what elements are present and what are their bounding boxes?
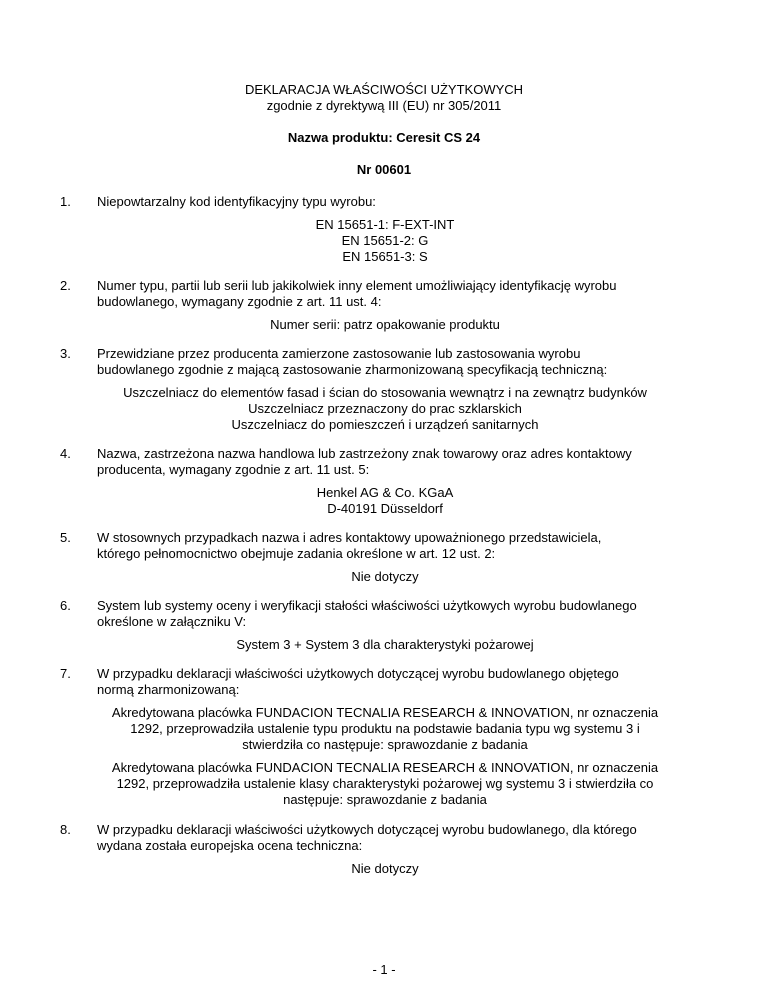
section-number: 1. bbox=[60, 194, 71, 209]
section-value: Akredytowana placówka FUNDACION TECNALIA RESEARCH & INNOVATION, nr oznaczenia bbox=[111, 760, 659, 775]
section-number: 4. bbox=[60, 446, 71, 461]
section-number: 2. bbox=[60, 278, 71, 293]
section-value: D-40191 Düsseldorf bbox=[327, 501, 443, 516]
section-heading-line: W stosownych przypadkach nazwa i adres kontaktowy upoważnionego przedstawiciela, bbox=[97, 530, 602, 545]
document-subtitle: zgodnie z dyrektywą III (EU) nr 305/2011 bbox=[266, 98, 502, 113]
section-heading-line: budowlanego zgodnie z mającą zastosowanie zharmonizowaną specyfikacją techniczną: bbox=[97, 362, 608, 377]
section-heading-line: określone w załączniku V: bbox=[97, 614, 247, 629]
section-value: Akredytowana placówka FUNDACION TECNALIA RESEARCH & INNOVATION, nr oznaczenia bbox=[111, 705, 659, 720]
document-title: DEKLARACJA WŁAŚCIWOŚCI UŻYTKOWYCH bbox=[244, 82, 524, 97]
page-number: - 1 - bbox=[372, 962, 396, 977]
section-value: EN 15651-3: S bbox=[342, 249, 428, 264]
section-value: 1292, przeprowadziła ustalenie klasy charakterystyki pożarowej wg systemu 3 i stwierdziła co bbox=[116, 776, 654, 791]
section-value: Nie dotyczy bbox=[351, 569, 419, 584]
section-heading-line: W przypadku deklaracji właściwości użytkowych dotyczącej wyrobu budowlanego objętego bbox=[97, 666, 619, 681]
section-heading-line: wydana została europejska ocena techniczna: bbox=[97, 838, 363, 853]
section-number: 6. bbox=[60, 598, 71, 613]
section-value: System 3 + System 3 dla charakterystyki pożarowej bbox=[236, 637, 534, 652]
section-value: 1292, przeprowadziła ustalenie typu produktu na podstawie badania typu wg systemu 3 i bbox=[130, 721, 640, 736]
section-value: stwierdziła co następuje: sprawozdanie z badania bbox=[242, 737, 528, 752]
section-value: Uszczelniacz do pomieszczeń i urządzeń sanitarnych bbox=[231, 417, 539, 432]
section-heading-line: producenta, wymagany zgodnie z art. 11 ust. 5: bbox=[97, 462, 370, 477]
section-value: następuje: sprawozdanie z badania bbox=[283, 792, 487, 807]
section-heading-line: System lub systemy oceny i weryfikacji stałości właściwości użytkowych wyrobu budowlanego bbox=[97, 598, 637, 613]
declaration-number: Nr 00601 bbox=[356, 162, 412, 177]
product-name: Nazwa produktu: Ceresit CS 24 bbox=[287, 130, 481, 145]
section-value: Uszczelniacz do elementów fasad i ścian do stosowania wewnątrz i na zewnątrz budynków bbox=[123, 385, 647, 400]
section-heading-line: W przypadku deklaracji właściwości użytkowych dotyczącej wyrobu budowlanego, dla którego bbox=[97, 822, 637, 837]
section-value: Nie dotyczy bbox=[351, 861, 419, 876]
section-value: EN 15651-2: G bbox=[341, 233, 429, 248]
section-value: Uszczelniacz przeznaczony do prac szklarskich bbox=[248, 401, 522, 416]
section-value: EN 15651-1: F-EXT-INT bbox=[315, 217, 455, 232]
section-number: 3. bbox=[60, 346, 71, 361]
section-heading: Niepowtarzalny kod identyfikacyjny typu wyrobu: bbox=[97, 194, 376, 209]
section-heading-line: Nazwa, zastrzeżona nazwa handlowa lub zastrzeżony znak towarowy oraz adres kontaktowy bbox=[97, 446, 632, 461]
section-heading-line: którego pełnomocnictwo obejmuje zadania określone w art. 12 ust. 2: bbox=[97, 546, 496, 561]
section-heading-line: normą zharmonizowaną: bbox=[97, 682, 240, 697]
section-value: Henkel AG & Co. KGaA bbox=[316, 485, 454, 500]
section-number: 8. bbox=[60, 822, 71, 837]
section-heading-line: Numer typu, partii lub serii lub jakikolwiek inny element umożliwiający identyfikację wyrobu bbox=[97, 278, 617, 293]
section-value: Numer serii: patrz opakowanie produktu bbox=[270, 317, 500, 332]
section-number: 5. bbox=[60, 530, 71, 545]
section-heading-line: budowlanego, wymagany zgodnie z art. 11 ust. 4: bbox=[97, 294, 382, 309]
section-heading-line: Przewidziane przez producenta zamierzone zastosowanie lub zastosowania wyrobu bbox=[97, 346, 581, 361]
section-number: 7. bbox=[60, 666, 71, 681]
